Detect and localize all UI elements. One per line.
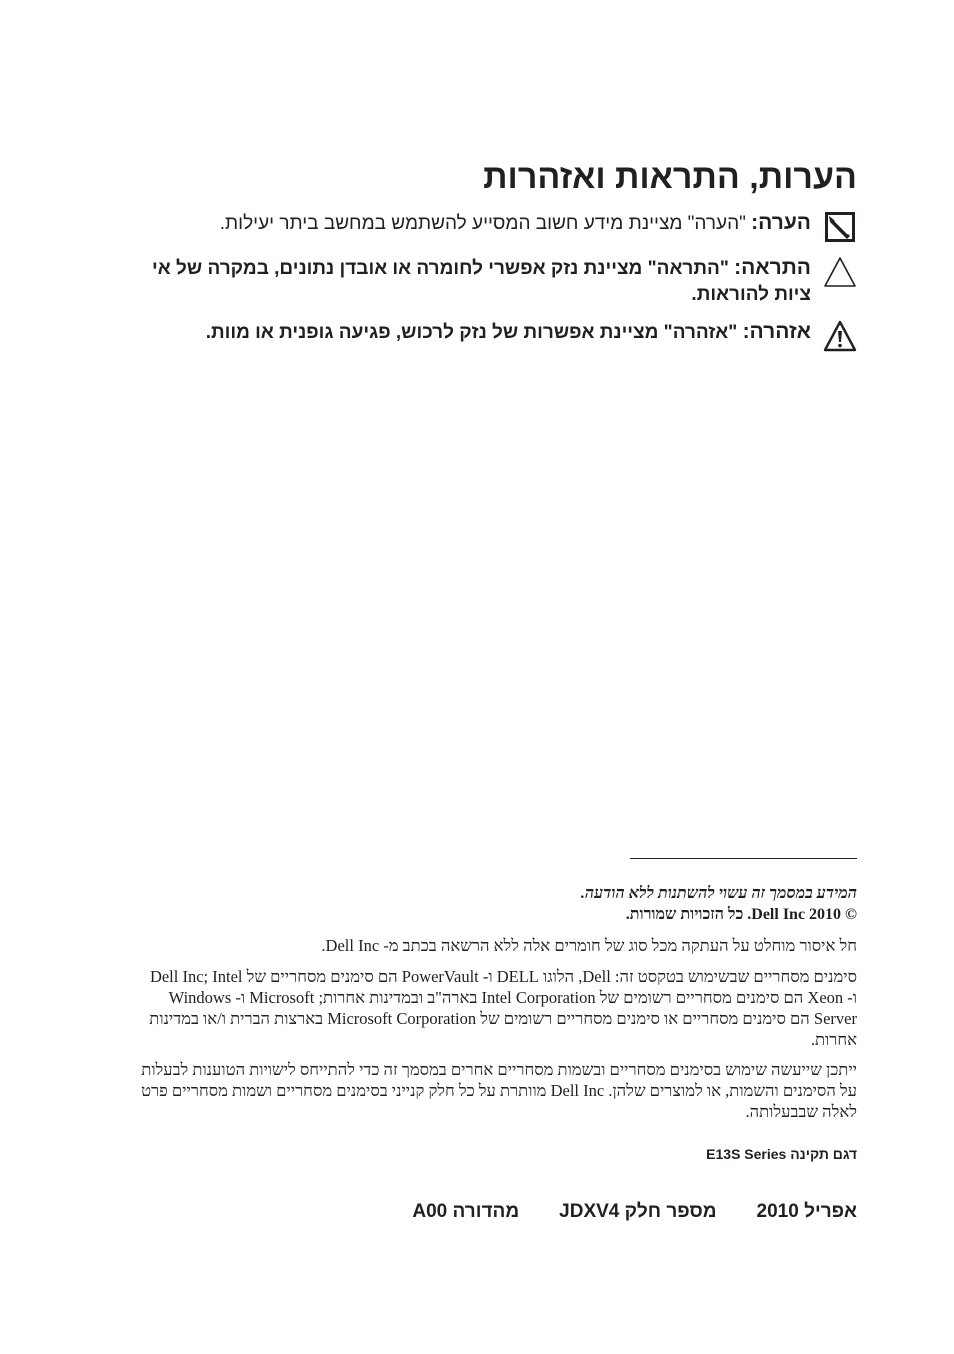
part-number: מספר חלק JDXV4 [559,1201,717,1222]
document-footer [412,1201,857,1223]
caution-triangle-icon [823,255,857,289]
warning-exclamation-icon [823,319,857,353]
note-label: הערה: [751,211,811,234]
copyright-line: © 2010 Dell Inc. כל הזכויות שמורות. [625,906,857,923]
separator-rule [630,858,857,859]
warning-label: אזהרה: [742,320,811,343]
caution-text: "התראה" מציינת נזק אפשרי לחומרה או אובדן נתונים, במקרה של אי ציות להוראות. [152,258,811,305]
caution-notice [137,255,857,308]
other-marks-paragraph: ייתכן שייעשה שימוש בסימנים מסחריים ובשמות מסחריים אחרים במסמך זה כדי להתייחס לישויות הטוענות לבעלות על הסימנים והשמות, או למוצרים שלהן. Dell Inc מוותרת על כל חלק קנייני בסימנים מסחריים ושמות מסחריים פרט לאלה שבבעלותה. [141,1060,857,1121]
info-change-notice: המידע במסמך זה עשוי להשתנות ללא הודעה. [580,885,857,902]
page-title: הערות, התראות ואזהרות [483,158,857,196]
note-pencil-icon [823,210,857,244]
trademarks-paragraph: סימנים מסחריים שבשימוש בטקסט זה: Dell, הלוגו DELL ו- PowerVault הם סימנים מסחריים של Dell Inc; Intel ו- Xeon הם סימנים מסחריים רשומים של Intel Corporation בארה"ב ובמדינות אחרות; Microsoft ו- Windows Server הם סימנים מסחריים או סימנים מסחריים רשומים של Microsoft Corporation בארצות הברית ו/או במדינות אחרות. [149,967,857,1049]
revision: מהדורה A00 [412,1201,520,1222]
caution-label: התראה: [734,256,811,279]
warning-notice [122,319,857,353]
publication-date: אפריל 2010 [756,1201,857,1222]
note-notice [137,210,857,244]
note-text: "הערה" מציינת מידע חשוב המסייע להשתמש במחשב ביתר יעילות. [219,213,746,234]
reproduction-notice: חל איסור מוחלט על העתקה מכל סוג של חומרים אלה ללא הרשאה בכתב מ- Dell Inc. [321,936,857,955]
warning-text: "אזהרה" מציינת אפשרות של נזק לרכוש, פגיעה גופנית או מוות. [205,322,738,343]
regulatory-model: דגם תקינה E13S Series [706,1146,857,1162]
